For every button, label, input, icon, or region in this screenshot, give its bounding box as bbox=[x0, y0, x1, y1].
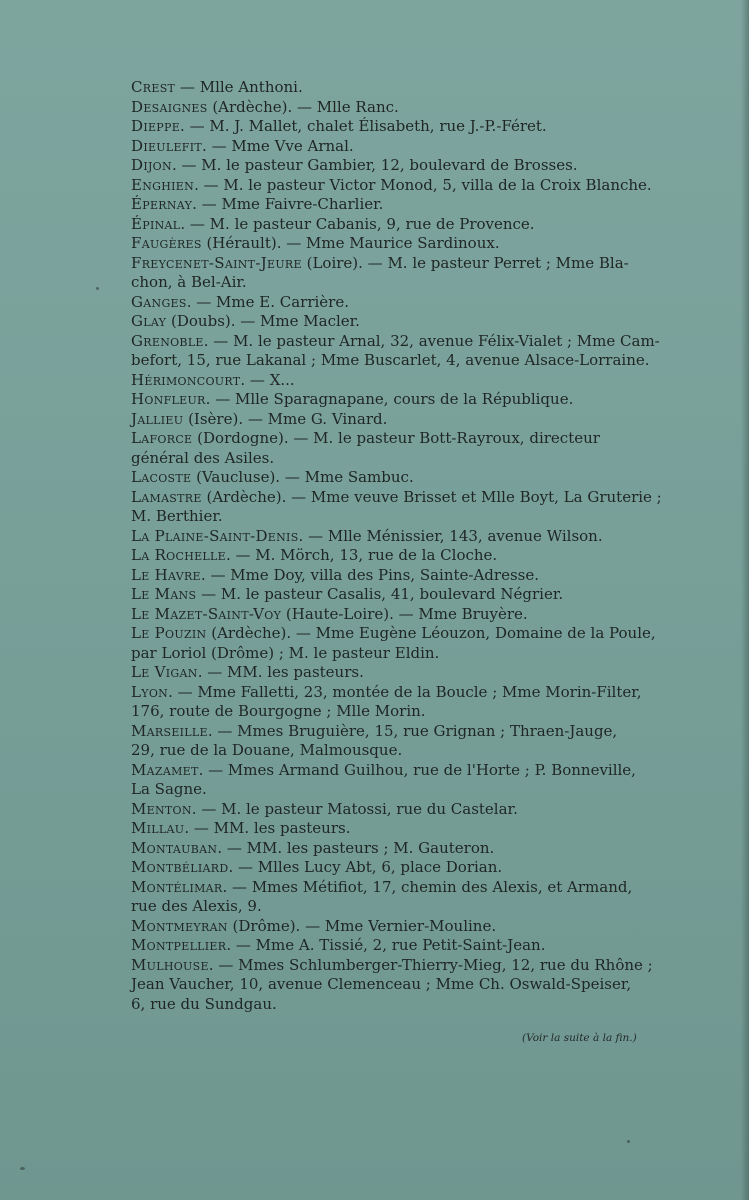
page-edge-shadow bbox=[741, 0, 749, 1200]
listing-entry bbox=[131, 761, 691, 800]
entry-text: (Hérault). — Mme Maurice Sardinoux. bbox=[201, 234, 500, 252]
place-name: Lyon bbox=[131, 682, 169, 701]
listing-entry bbox=[131, 312, 691, 332]
entry-text: . — Mme Doy, villa des Pins, Sainte-Adresse. bbox=[200, 565, 539, 584]
entry-text: Jean Vaucher, 10, avenue Clemenceau ; Mme Ch. Oswald-Speiser, bbox=[131, 975, 632, 993]
entry-first-line bbox=[131, 117, 691, 137]
entry-first-line bbox=[131, 97, 691, 118]
entry-continuation-line bbox=[131, 994, 691, 1015]
listing-entry bbox=[131, 137, 691, 157]
entry-first-line bbox=[131, 78, 691, 98]
entry-text: général des Asiles. bbox=[131, 448, 275, 467]
entry-first-line bbox=[131, 526, 691, 547]
place-name: Desaignes bbox=[131, 97, 208, 116]
entry-first-line bbox=[131, 487, 691, 508]
entry-first-line bbox=[131, 721, 691, 742]
entry-text: . — Mlle Ménissier, 143, avenue Wilson. bbox=[298, 526, 603, 545]
place-name: Jallieu bbox=[131, 409, 184, 428]
entry-text: (Ardèche). — Mlle Ranc. bbox=[207, 97, 399, 116]
place-name: Ganges bbox=[131, 292, 187, 311]
entry-text: rue des Alexis, 9. bbox=[131, 897, 262, 915]
entry-first-line bbox=[131, 760, 691, 781]
listing-entry bbox=[131, 956, 691, 1015]
listing-entry bbox=[131, 332, 691, 371]
place-name: Montmeyran bbox=[131, 916, 228, 935]
entry-continuation-line bbox=[131, 741, 691, 761]
entry-first-line bbox=[131, 136, 691, 157]
entry-text: . — M. le pasteur Gambier, 12, boulevard de Brosses. bbox=[171, 156, 578, 174]
entry-first-line bbox=[131, 331, 691, 352]
place-name: Le Mazet-Saint-Voy bbox=[131, 604, 282, 623]
entry-first-line bbox=[131, 799, 691, 820]
entry-first-line bbox=[131, 838, 691, 859]
entry-text: . — Mmes Métifiot, 17, chemin des Alexis, et Armand, bbox=[222, 877, 633, 896]
listing-entry bbox=[131, 527, 691, 547]
place-name: Enghien bbox=[131, 175, 195, 194]
entry-text: . — MM. les pasteurs ; M. Gauteron. bbox=[217, 838, 495, 857]
entry-text: . — Mme Falletti, 23, montée de la Boucle ; Mme Morin-Filter, bbox=[168, 682, 642, 701]
listing-entry bbox=[131, 156, 691, 176]
entry-text: La Sagne. bbox=[131, 780, 207, 798]
place-name: Grenoble bbox=[131, 331, 204, 350]
listing-entry bbox=[131, 390, 691, 410]
place-name: Épinal bbox=[131, 214, 181, 233]
address-listing bbox=[131, 78, 691, 1014]
entry-text: 6, rue du Sundgau. bbox=[131, 994, 277, 1013]
entry-continuation-line bbox=[131, 351, 691, 371]
entry-text: . — M. le pasteur Arnal, 32, avenue Félix-Vialet ; Mme Cam- bbox=[203, 331, 660, 350]
listing-entry bbox=[131, 663, 691, 683]
place-name: Montbéliard bbox=[131, 858, 229, 876]
listing-entry bbox=[131, 566, 691, 586]
entry-first-line bbox=[131, 156, 691, 176]
place-name: Lamastre bbox=[131, 487, 202, 506]
entry-first-line bbox=[131, 468, 691, 488]
listing-entry bbox=[131, 78, 691, 98]
entry-continuation-line bbox=[131, 780, 691, 800]
place-name: Le Pouzin bbox=[131, 624, 207, 642]
place-name: Honfleur bbox=[131, 390, 206, 408]
listing-entry bbox=[131, 468, 691, 488]
paper-speck bbox=[96, 287, 99, 290]
entry-first-line bbox=[131, 585, 691, 605]
entry-text: . — Mme A. Tissié, 2, rue Petit-Saint-Jean. bbox=[226, 936, 546, 954]
entry-first-line bbox=[131, 604, 691, 625]
entry-text: (Loire). — M. le pasteur Perret ; Mme Bla- bbox=[301, 253, 629, 272]
entry-text: . — Mme Vve Arnal. bbox=[202, 136, 354, 155]
entry-continuation-line bbox=[131, 897, 691, 917]
place-name: La Rochelle bbox=[131, 546, 226, 564]
entry-continuation-line bbox=[131, 273, 691, 293]
entry-text: (Ardèche). — Mme veuve Brisset et Mlle Boyt, La Gruterie ; bbox=[201, 487, 662, 506]
place-name: Freycenet-Saint-Jeure bbox=[131, 253, 302, 272]
entry-text: . — M. le pasteur Victor Monod, 5, villa de la Croix Blanche. bbox=[194, 175, 652, 194]
entry-first-line bbox=[131, 955, 691, 976]
entry-continuation-line bbox=[131, 975, 691, 995]
place-name: Dieulefit bbox=[131, 136, 203, 155]
entry-text: 29, rue de la Douane, Malmousque. bbox=[131, 741, 403, 759]
listing-entry bbox=[131, 254, 691, 293]
entry-text: . — Mmes Bruguière, 15, rue Grignan ; Thraen-Jauge, bbox=[207, 721, 618, 740]
listing-entry bbox=[131, 585, 691, 605]
place-name: Épernay bbox=[131, 195, 193, 213]
entry-first-line bbox=[131, 429, 691, 449]
entry-text: . — M. Mörch, 13, rue de la Cloche. bbox=[225, 546, 498, 564]
entry-first-line bbox=[131, 292, 691, 313]
entry-text: (Ardèche). — Mme Eugène Léouzon, Domaine de la Poule, bbox=[206, 624, 656, 642]
listing-entry bbox=[131, 410, 691, 430]
entry-first-line bbox=[131, 546, 691, 566]
entry-text: . — M. le pasteur Matossi, rue du Castelar. bbox=[191, 799, 518, 818]
entry-text: . — Mlle Sparagnapane, cours de la République. bbox=[205, 390, 574, 408]
listing-entry bbox=[131, 722, 691, 761]
entry-text: . — X... bbox=[240, 370, 295, 389]
entry-text: . — Mlles Lucy Abt, 6, place Dorian. bbox=[228, 858, 503, 876]
listing-entry bbox=[131, 117, 691, 137]
entry-first-line bbox=[131, 175, 691, 196]
entry-text: (Drôme). — Mme Vernier-Mouline. bbox=[227, 916, 497, 935]
listing-entry bbox=[131, 488, 691, 527]
entry-first-line bbox=[131, 682, 691, 703]
entry-text: — M. le pasteur Casalis, 41, boulevard Négrier. bbox=[196, 585, 564, 603]
entry-text: — Mlle Anthoni. bbox=[175, 78, 303, 96]
listing-entry bbox=[131, 98, 691, 118]
continuation-note: (Voir la suite à la fin.) bbox=[522, 1032, 637, 1044]
place-name: Montauban bbox=[131, 838, 218, 857]
entry-continuation-line bbox=[131, 702, 691, 722]
paper-speck bbox=[20, 1167, 25, 1170]
entry-text: (Haute-Loire). — Mme Bruyère. bbox=[281, 604, 528, 623]
listing-entry bbox=[131, 546, 691, 566]
place-name: La Plaine-Saint-Denis bbox=[131, 526, 299, 545]
entry-first-line bbox=[131, 877, 691, 898]
place-name: Dieppe bbox=[131, 117, 181, 135]
entry-first-line bbox=[131, 253, 691, 274]
place-name: Hérimoncourt bbox=[131, 370, 241, 389]
place-name: Lacoste bbox=[131, 468, 192, 486]
entry-text: (Dordogne). — M. le pasteur Bott-Rayroux, directeur bbox=[192, 429, 600, 447]
entry-text: (Isère). — Mme G. Vinard. bbox=[183, 409, 388, 428]
place-name: Le Vigan bbox=[131, 663, 198, 681]
listing-entry bbox=[131, 429, 691, 468]
entry-text: chon, à Bel-Air. bbox=[131, 273, 247, 291]
listing-entry bbox=[131, 215, 691, 235]
place-name: Mulhouse bbox=[131, 955, 209, 974]
listing-entry bbox=[131, 683, 691, 722]
listing-entry bbox=[131, 371, 691, 391]
place-name: Marseille bbox=[131, 721, 208, 740]
listing-entry bbox=[131, 234, 691, 254]
entry-text: . — MM. les pasteurs. bbox=[197, 663, 364, 681]
entry-text: . — M. J. Mallet, chalet Élisabeth, rue J.-P.-Féret. bbox=[180, 117, 547, 135]
listing-entry bbox=[131, 176, 691, 196]
entry-continuation-line bbox=[131, 448, 691, 469]
place-name: Montélimar bbox=[131, 877, 223, 896]
entry-first-line bbox=[131, 916, 691, 937]
listing-entry bbox=[131, 917, 691, 937]
place-name: Dijon bbox=[131, 156, 172, 174]
entry-first-line bbox=[131, 624, 691, 644]
entry-text: 176, route de Bourgogne ; Mlle Morin. bbox=[131, 702, 426, 720]
entry-first-line bbox=[131, 565, 691, 586]
listing-entry bbox=[131, 878, 691, 917]
place-name: Laforce bbox=[131, 429, 193, 447]
place-name: Crest bbox=[131, 78, 176, 96]
entry-text: . — MM. les pasteurs. bbox=[184, 819, 351, 837]
listing-entry bbox=[131, 839, 691, 859]
entry-text: . — Mmes Schlumberger-Thierry-Mieg, 12, rue du Rhône ; bbox=[208, 955, 653, 974]
entry-first-line bbox=[131, 663, 691, 683]
listing-entry bbox=[131, 624, 691, 663]
entry-first-line bbox=[131, 312, 691, 332]
paper-speck bbox=[627, 1140, 630, 1143]
entry-text: (Doubs). — Mme Macler. bbox=[166, 312, 360, 330]
entry-first-line bbox=[131, 936, 691, 956]
place-name: Millau bbox=[131, 819, 185, 837]
entry-continuation-line bbox=[131, 507, 691, 527]
place-name: Le Mans bbox=[131, 585, 197, 603]
entry-first-line bbox=[131, 195, 691, 215]
listing-entry bbox=[131, 936, 691, 956]
entry-first-line bbox=[131, 214, 691, 235]
entry-text: . — Mme Faivre-Charlier. bbox=[192, 195, 384, 213]
place-name: Glay bbox=[131, 312, 167, 330]
entry-text: . — Mme E. Carrière. bbox=[186, 292, 349, 311]
listing-entry bbox=[131, 195, 691, 215]
entry-text: (Vaucluse). — Mme Sambuc. bbox=[191, 468, 414, 486]
entry-text: M. Berthier. bbox=[131, 507, 223, 525]
entry-first-line bbox=[131, 234, 691, 254]
place-name: Menton bbox=[131, 799, 192, 818]
entry-first-line bbox=[131, 390, 691, 410]
entry-first-line bbox=[131, 370, 691, 391]
entry-text: . — Mmes Armand Guilhou, rue de l'Horte ; P. Bonneville, bbox=[198, 760, 636, 779]
place-name: Montpellier bbox=[131, 936, 227, 954]
listing-entry bbox=[131, 293, 691, 313]
place-name: Mazamet bbox=[131, 760, 199, 779]
listing-entry bbox=[131, 800, 691, 820]
place-name: Le Havre bbox=[131, 565, 201, 584]
listing-entry bbox=[131, 858, 691, 878]
entry-continuation-line bbox=[131, 643, 691, 664]
entry-first-line bbox=[131, 819, 691, 839]
entry-first-line bbox=[131, 858, 691, 878]
entry-text: . — M. le pasteur Cabanis, 9, rue de Provence. bbox=[180, 214, 535, 233]
listing-entry bbox=[131, 819, 691, 839]
entry-text: befort, 15, rue Lakanal ; Mme Buscarlet, 4, avenue Alsace-Lorraine. bbox=[131, 351, 650, 369]
entry-first-line bbox=[131, 409, 691, 430]
entry-text: par Loriol (Drôme) ; M. le pasteur Eldin. bbox=[131, 643, 440, 662]
listing-entry bbox=[131, 605, 691, 625]
place-name: Faugères bbox=[131, 234, 202, 252]
